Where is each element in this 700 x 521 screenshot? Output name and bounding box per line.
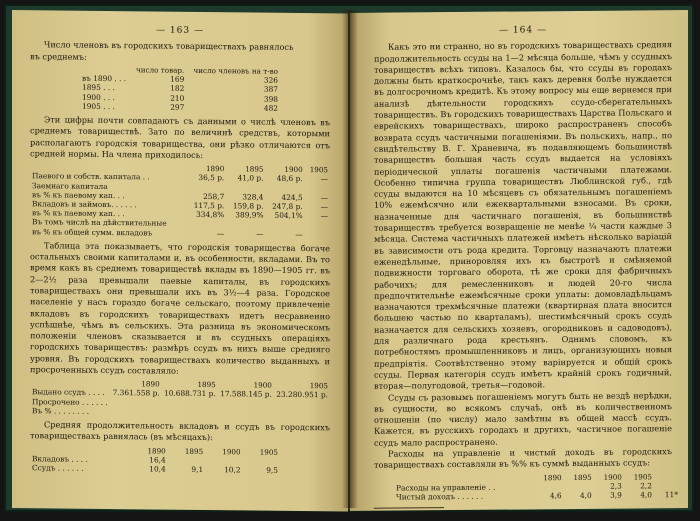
members-table (80, 65, 280, 113)
body-paragraph: Средняя продолжительность вкладовъ и ссудъ въ городскихъ товариществахъ равнялась (въ мѣсяцахъ): (30, 419, 330, 443)
table-cell (305, 230, 330, 239)
table-cell: 4,6 (549, 491, 562, 501)
column-header: 1890 (141, 379, 160, 389)
table-cell (162, 407, 218, 417)
column-header: 1895 (197, 380, 216, 390)
table-cell (205, 456, 242, 466)
table-row (80, 101, 280, 112)
table-cell: 334,8% (196, 210, 225, 220)
page-number: — 164 — (499, 25, 547, 36)
column-header: 1890 (205, 164, 225, 174)
column-header: 1890 (147, 446, 166, 456)
table-row (30, 227, 330, 239)
table-cell: 159,8 р. (232, 201, 264, 211)
row-label: Вкладовъ и займовъ. . . . . . (32, 199, 137, 210)
table-cell (265, 220, 304, 230)
column-header: 1895 (245, 164, 264, 174)
row-label: Заемнаго капитала (32, 180, 108, 191)
table-cell: 16,4 (149, 455, 166, 465)
table-cell (274, 409, 330, 419)
table-cell: 9,5 (266, 465, 278, 475)
body-paragraph: Таблица эта показываетъ, что городскія товарищества богаче остальныхъ своими капиталами и, въ особенности, вкладами. Въ то время какъ въ среднемъ товариществѣ вклады въ 1890—1905 гг. въ 2—2½ раза превышали паевые капиталы, въ городскихъ товариществахъ они превышали ихъ въ 3½—4 раза. Городское населеніе у насъ гораздо богаче сельскаго, поэтому привлеченіе вкладовъ въ городскихъ товариществахъ идетъ несравненно успѣшнѣе, чѣмъ въ сельскихъ. Эта разница въ экономическомъ положеніи членовъ сказывается и въ ссудныхъ операціяхъ городскихъ товариществъ: размѣръ ссудъ въ нихъ выше средняго уровня. Въ городскихъ товариществахъ количество выданныхъ и просроченныхъ ссудъ составляло: (30, 240, 330, 376)
row-label: Въ томъ числѣ на дѣйствительные (32, 217, 167, 228)
table-cell: 247,8 р. (272, 201, 303, 211)
column-header: 1900 (284, 164, 303, 175)
right-page-content (374, 24, 672, 521)
table-cell (305, 220, 330, 229)
table-cell: 9,1 (191, 464, 204, 475)
table-cell (110, 398, 161, 408)
row-label: Чистый доходъ . . . . . . (396, 491, 484, 502)
table-cell: — (295, 229, 303, 239)
column-header: 1900 (603, 472, 622, 482)
table-cell: 182 (170, 83, 185, 94)
table-cell: 169 (170, 74, 185, 84)
right-page (350, 10, 688, 521)
table-row (394, 490, 654, 501)
row-label: Выдано ссудъ . . . . (32, 387, 105, 398)
table-cell: — (320, 211, 328, 221)
table-row (30, 406, 330, 418)
table-cell: 2,2 (640, 481, 652, 491)
row-label: Паевого и собств. капитала . . (32, 171, 150, 182)
table-cell: 482 (263, 103, 278, 113)
body-paragraph: Эти цифры почти совпадаютъ съ данными о числѣ членовъ въ среднемъ товариществѣ. Зато по величинѣ средствъ, которыми располагаютъ городскія товарищества, они рѣзко отличаются отъ средней нормы. На члена приходилось: (30, 114, 330, 160)
intro-line: Число членовъ въ городскихъ товариществахъ равнялось (44, 39, 294, 53)
footnote: ¹) Вѣстникъ кооперація, 1912, III, стр. 12—15. (384, 510, 559, 521)
table-cell: 17.588.145 р. (220, 389, 272, 400)
body-paragraph: Какъ это ни странно, но въ городскихъ товариществахъ средняя продолжительность ссуды на 1—2 мѣсяца больше, чѣмъ у ссудныхъ товариществъ всѣхъ типовъ. Казалось бы, что ссуды въ городахъ должны быть краткосрочнѣе, такъ какъ деревня болѣе нуждается въ долгосрочномъ кредитѣ. Къ этому вопросу мы еще вернемся при анализѣ дѣятельности городскихъ ссудо-сберегательныхъ товариществъ. Въ городскихъ товариществахъ Царства Польскаго и еврейскихъ товариществахъ, широко распространенъ способъ возврата ссудъ частичными погашеніями. Въ польскихъ, напр., по свидѣтельству В. Г. Храневича, въ подавляющемъ большинствѣ товариществъ большая часть ссудъ выдается на условіяхъ періодической уплаты погашенія частичными платежами. Особенно типична группа товариществъ Люблинской губ., гдѣ ссуды выдаются на 10 мѣсяцевъ съ обязательнымъ погашеніемъ 10% ежемѣсячно или ежеквартальными взносами. Въ сроки, назначенные для частичнаго погашенія, въ большинствѣ товариществъ требуется возвращеніе не менѣе ¼ части каждые 3 мѣсяца. Система частичныхъ платежей имѣетъ нѣсколько варіацій въ зависимости отъ рода кредита. Торговцу назначаютъ платежи еженедѣльные, приноровляя ихъ къ быстротѣ и смѣняемой подвижности торговаго оборота, тѣ же сроки для фабричныхъ рабочихъ; для ремесленниковъ и людей 20-го числа предпочтительнѣе ежемѣсячные сроки уплаты: домовладѣльцамъ назначаются трехмѣсячные платежи (квартирная плата вносится большею частью по кварталамъ), шестимѣсячный срокъ ссудъ назначается для сельскихъ хозяевъ, огородниковъ и садоводовъ), для различнаго рода крестьянъ. Однимъ словомъ, къ потребностямъ промышленниковъ и лицъ, организующихъ новыя предпріятія. Соотвѣтственно этому варіируется и общій срокъ ссуды. Первая категорія ссудъ имѣетъ крайній срокъ годичный, вторая—полугодовой, третья—годовой. (374, 39, 672, 391)
table-cell (534, 482, 564, 491)
row-label: въ % къ общей сумм. вкладовъ (32, 226, 153, 237)
loans-table (30, 378, 330, 418)
table-row (30, 463, 280, 475)
row-label: Расходы на управленіе . . (396, 482, 496, 493)
table-cell: 1900 . . . (82, 92, 115, 102)
table-cell (305, 184, 330, 193)
row-label: Вкладовъ . . . . (32, 454, 88, 464)
table-cell (564, 482, 594, 491)
column-header: 1900 (253, 380, 272, 391)
table-cell: — (320, 202, 328, 212)
left-page-content (30, 24, 330, 475)
table-cell (265, 183, 304, 193)
table-cell: 7.361.558 р. (112, 388, 160, 399)
table-cell: 2,3 (610, 481, 622, 491)
table-cell: 4,0 (640, 490, 652, 500)
column-header: 1905 (309, 165, 328, 175)
table-cell: 504,1% (274, 210, 303, 221)
table-cell: 210 (170, 93, 185, 103)
table-cell: 326 (263, 75, 278, 85)
table-cell: 424,5 (281, 192, 303, 202)
column-header: число членовъ на т-во (193, 65, 278, 76)
table-cell: — (320, 192, 328, 203)
table-cell: — (320, 174, 328, 184)
table-cell: въ 1890 . . . (82, 73, 127, 84)
body-paragraph: Ссуды съ разовымъ погашеніемъ могутъ быть не вездѣ нерѣдки, въ сущности, во всякомъ случаѣ, онѣ въ количественномъ отношеніи (по числу) мало замѣтны въ общей массѣ ссудъ. Кажется, въ русскихъ городахъ и другихъ, частичное погашеніе ссудъ мало распространено. (374, 389, 672, 448)
table-cell: 10.688.731 р. (164, 389, 216, 399)
intro-line: въ среднемъ: (30, 50, 87, 62)
capital-table (30, 162, 330, 239)
table-cell: 297 (170, 102, 185, 112)
table-cell: 398 (263, 94, 278, 104)
table-cell (168, 456, 205, 466)
book-gutter (342, 10, 358, 508)
column-header: 1900 (222, 446, 241, 457)
page-number: — 163 — (156, 25, 204, 37)
table-cell: 1895 . . . (82, 83, 115, 93)
expenses-table (394, 472, 654, 502)
row-label: Просрочено . . . . . . (32, 396, 108, 407)
table-cell: 117,5 р. (193, 200, 225, 211)
table-cell: 36,5 р. (198, 173, 225, 183)
table-cell: — (216, 228, 225, 238)
table-cell (187, 182, 226, 192)
row-label: въ % къ паевому кап. . . (32, 189, 125, 200)
table-cell: 387 (263, 84, 278, 95)
table-cell: — (256, 229, 264, 239)
column-header: 1890 (543, 472, 562, 482)
book-spread (12, 10, 688, 521)
table-cell: 23.280.951 р. (276, 390, 328, 400)
left-page (12, 10, 348, 512)
column-header: 1905 (633, 471, 652, 482)
column-header: 1895 (184, 446, 204, 456)
table-cell (226, 183, 265, 193)
footnote-divider (374, 507, 444, 509)
signature-mark: 11* (664, 489, 678, 499)
duration-table (30, 445, 280, 475)
table-cell (243, 456, 280, 466)
table-cell (187, 219, 226, 229)
row-label: Ссудъ . . . . . . (32, 463, 84, 473)
table-cell: 3,9 (610, 490, 622, 500)
table-cell: 4,0 (579, 490, 592, 500)
table-cell: 258,7 (203, 191, 225, 201)
table-cell (226, 220, 265, 230)
row-label: въ % къ паевому кап. . . (32, 208, 125, 219)
body-paragraph: Расходы на управленіе и чистый доходъ въ городскихъ товариществахъ составляли въ %% къ суммѣ выданныхъ ссудъ: (374, 446, 672, 471)
column-header: 1905 (309, 381, 328, 391)
table-cell: 41,0 р. (237, 173, 264, 183)
table-cell: 389,9% (235, 210, 264, 220)
column-header: 1895 (573, 472, 592, 482)
table-cell (110, 407, 161, 417)
table-cell (218, 408, 274, 418)
column-header: 1905 (259, 447, 278, 457)
row-label: Въ % . . . . . . . . (32, 406, 90, 416)
table-cell: 10,2 (224, 465, 241, 475)
table-cell: 10,4 (149, 464, 166, 474)
table-cell: 328,4 (242, 192, 264, 202)
column-header: число товар. (136, 65, 185, 75)
table-cell: 1905 . . . (82, 101, 115, 111)
table-cell: 48,6 р. (276, 174, 303, 184)
